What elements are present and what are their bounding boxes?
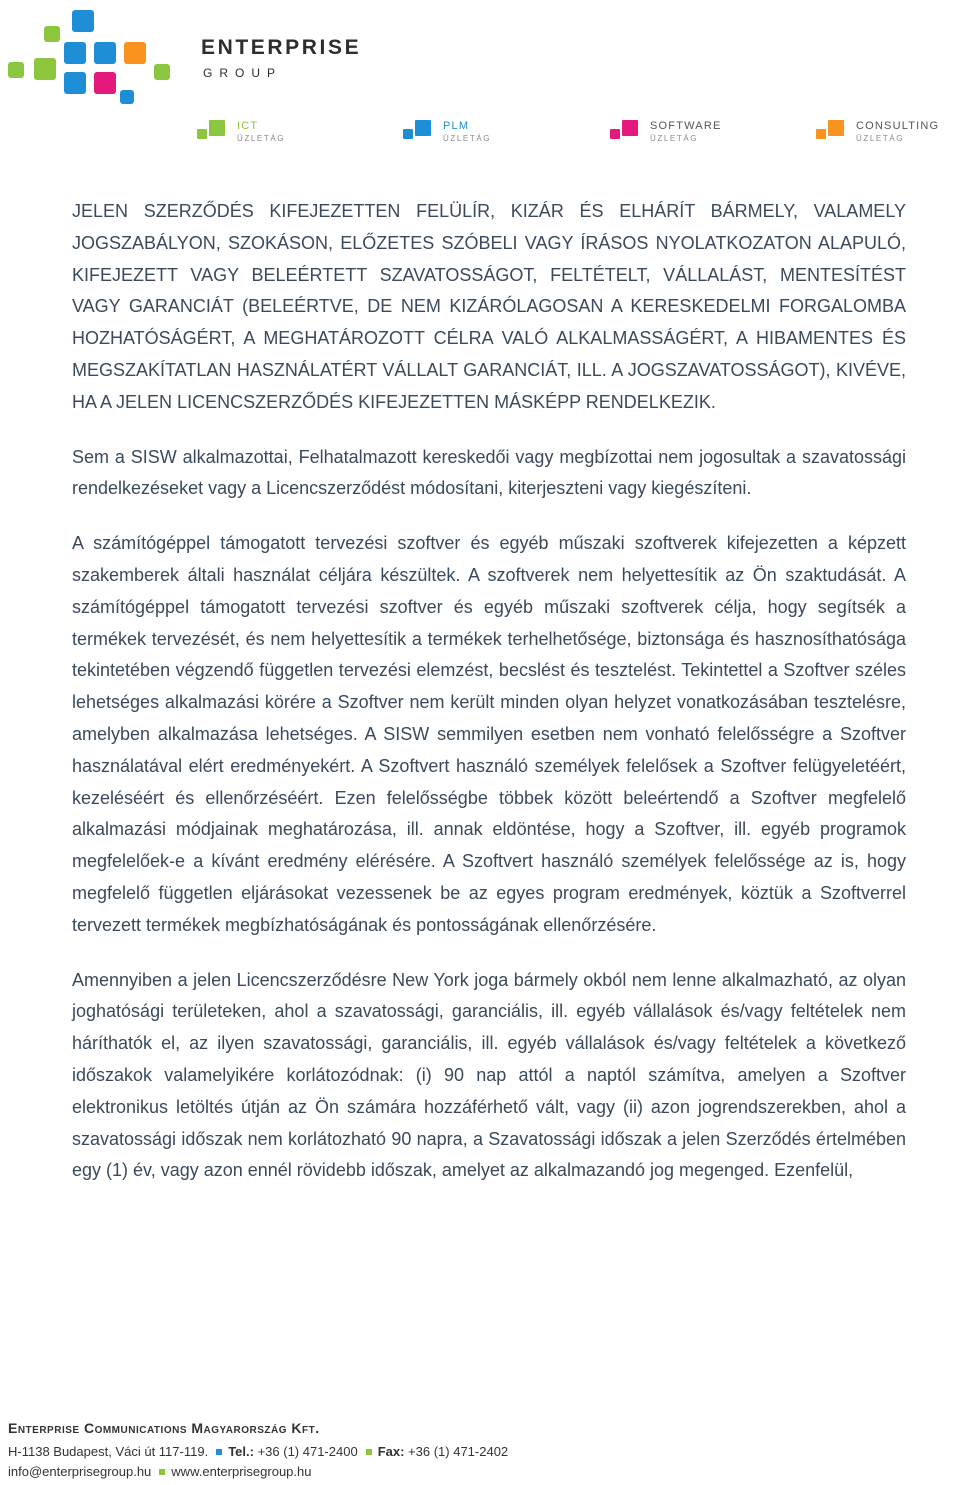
document-body bbox=[72, 196, 906, 1187]
division-subtitle: ÜZLETÁG bbox=[237, 134, 286, 143]
division-name: PLM bbox=[443, 120, 470, 132]
bullet-icon bbox=[159, 1469, 165, 1475]
page-footer bbox=[8, 1420, 948, 1482]
footer-phone: +36 (1) 471-2400 bbox=[257, 1444, 358, 1459]
consulting-logo-icon bbox=[816, 120, 850, 142]
bullet-icon bbox=[216, 1449, 222, 1455]
brand-group: GROUP bbox=[203, 66, 283, 80]
division-name: ICT bbox=[237, 120, 259, 132]
bullet-icon bbox=[366, 1449, 372, 1455]
software-logo-icon bbox=[610, 120, 644, 142]
division-name: CONSULTING bbox=[856, 120, 940, 132]
division-name: SOFTWARE bbox=[650, 120, 722, 132]
brand-name: ENTERPRISE bbox=[201, 36, 362, 59]
footer-website-link[interactable]: www.enterprisegroup.hu bbox=[171, 1464, 312, 1479]
division-subtitle: ÜZLETÁG bbox=[443, 134, 492, 143]
footer-address: H-1138 Budapest, Váci út 117-119. bbox=[8, 1444, 209, 1459]
warranty-disclaimer-paragraph: JELEN SZERZŐDÉS KIFEJEZETTEN FELÜLÍR, KIZÁR ÉS ELHÁRÍT BÁRMELY, VALAMELY JOGSZABÁLYON, SZOKÁSON, ELŐZETES SZÓBELI VAGY ÍRÁSOS NYOLATKOZATON ALAPULÓ, KIFEJEZETT VAGY BELEÉRTETT SZAVATOSSÁGOT, FELTÉTELT, VÁLLALÁST, MENTESÍTÉST VAGY GARANCIÁT (BELEÉRTVE, DE NEM KIZÁRÓLAGOSAN A KERESKEDELMI FORGALOMBA HOZHATÓSÁGÉRT, A MEGHATÁROZOTT CÉLRA VALÓ ALKALMASSÁGÉRT, A HIBAMENTES ÉS MEGSZAKÍTATLAN HASZNÁLATÉRT VÁLLALT GARANCIÁT, ILL. A JOGSZAVATOSSÁGOT), KIVÉVE, HA A JELEN LICENCSZERZŐDÉS KIFEJEZETTEN MÁSKÉPP RENDELKEZIK. bbox=[72, 201, 906, 412]
plm-logo-icon bbox=[403, 120, 437, 142]
division-subtitle: ÜZLETÁG bbox=[856, 134, 905, 143]
ict-logo-icon bbox=[197, 120, 231, 142]
footer-contact-line bbox=[8, 1442, 948, 1462]
software-use-paragraph: A számítógéppel támogatott tervezési szoftver és egyéb műszaki szoftverek kifejezetten a képzett szakemberek általi használat céljára készültek. A szoftverek nem helyettesítik az Ön szaktudását. A számítógéppel támogatott tervezési szoftver és egyéb műszaki szoftverek célja, hogy segítsék a termékek tervezését, és nem helyettesítik a termékek terhelhetősége, biztonsága és hasznosíthatósága tekintetében végzendő független tervezési elemzést, becslést és tesztelést. Tekintettel a Szoftver széles lehetséges alkalmazási körére a Szoftver nem került minden olyan helyzet vonatkozásában tesztelésre, amelyben alkalmazása lehetséges. A SISW semmilyen esetben nem vonható felelősségre a Szoftver használatával elért eredményekért. A Szoftvert használó személyek felelősek a Szoftver felügyeletéért, kezeléséért és ellenőrzéséért. Ezen felelősségbe többek között beleértendő a Szoftver megfelelő alkalmazási módjainak meghatározása, ill. annak eldöntése, hogy a Szoftver, ill. egyéb programok megfelelőek-e a kívánt eredmény elérésére. A Szoftvert használó személyek felelőssége az is, hogy megfelelő független eljárásokat vezessenek be az egyes program eredmények, köztük a Szoftverrel tervezett termékek megbízhatóságának és pontosságának ellenőrzésére. bbox=[72, 533, 906, 935]
fax-label: Fax: bbox=[377, 1444, 405, 1459]
modification-paragraph: Sem a SISW alkalmazottai, Felhatalmazott kereskedői vagy megbízottai nem jogosultak a szavatossági rendelkezéseket vagy a Licencszerződést módosítani, kiterjeszteni vagy kiegészíteni. bbox=[72, 446, 906, 499]
company-name: Enterprise Communications Magyarország Kft. bbox=[8, 1420, 320, 1436]
footer-email-link[interactable]: info@enterprisegroup.hu bbox=[8, 1464, 152, 1479]
jurisdiction-paragraph: Amennyiben a jelen Licencszerződésre New York joga bármely okból nem lenne alkalmazható, az olyan joghatósági területeken, ahol a szavatossági, garanciális, ill. egyéb vállalások és/vagy feltételek nem háríthatók el, az ilyen szavatossági, garanciális, ill. egyéb vállalások és/vagy feltételek a következő időszakok valamelyikére korlátozódnak: (i) 90 nap attól a naptól számítva, amelyen a Szoftver elektronikus letöltés útján az Ön számára hozzáférhető vált, vagy (ii) azon jogrendszerekben, ahol a szavatossági időszak nem korlátozható 90 napra, a Szavatossági időszak a jelen Szerződés értelmében egy (1) év, vagy azon ennél rövidebb időszak, amelyet az alkalmazandó jog megenged. Ezenfelül, bbox=[72, 969, 906, 1181]
enterprise-group-logo-icon bbox=[8, 8, 178, 108]
footer-web-line bbox=[8, 1462, 948, 1482]
tel-label: Tel.: bbox=[228, 1444, 254, 1459]
footer-fax: +36 (1) 471-2402 bbox=[408, 1444, 509, 1459]
division-subtitle: ÜZLETÁG bbox=[650, 134, 699, 143]
